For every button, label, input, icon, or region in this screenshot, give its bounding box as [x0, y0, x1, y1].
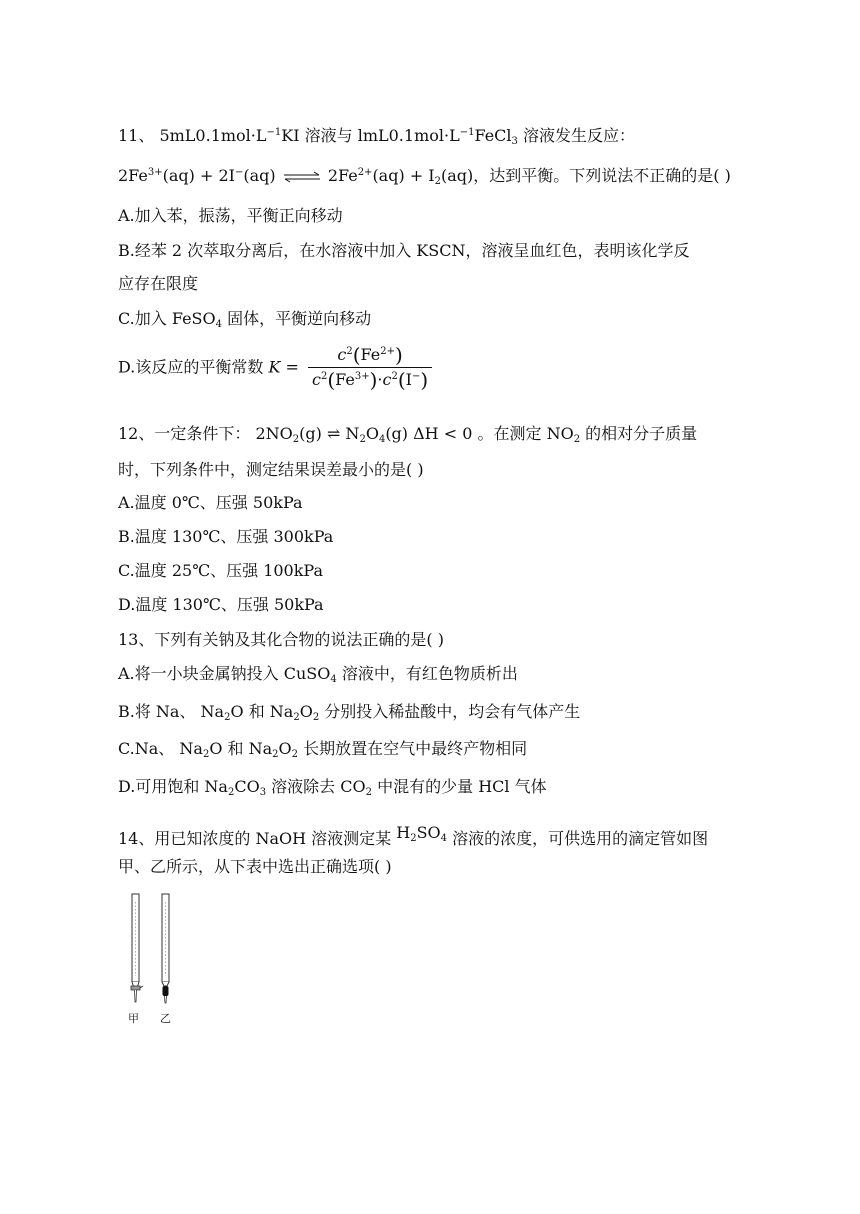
- burette-figure: [122, 890, 192, 1034]
- q11-option-a: A.加入苯，振荡，平衡正向移动: [118, 206, 343, 225]
- q12-option-c: C.温度 25℃、压强 100kPa: [118, 561, 324, 580]
- q11-equation-line: $2Fe^{3+}(aq) + 2I^-(aq)$ $2Fe^{2+}(aq) + I_2(aq)$，达到平衡。下列说法不正确的是( ): [118, 166, 731, 187]
- q13-stem: 13、下列有关钠及其化合物的说法正确的是( ): [118, 630, 444, 649]
- q12-stem-line2: 时，下列条件中，测定结果误差最小的是( ): [118, 460, 424, 479]
- burette-jia-icon: [131, 894, 143, 1002]
- q13-option-a: A.将一小块金属钠投入 CuSO$_4$ 溶液中，有红色物质析出: [118, 664, 518, 685]
- q14-stem-line2: 甲、乙所示，从下表中选出正确选项( ): [118, 857, 392, 876]
- burette-label-yi: 乙: [160, 1012, 171, 1025]
- q13-option-d: D.可用饱和 $Na_2CO_3$ 溶液除去 $CO_2$ 中混有的少量 HCl 气体: [118, 777, 547, 798]
- q14-stem-line1: 14、用已知浓度的 NaOH 溶液测定某 $H_2SO_4$ 溶液的浓度，可供选用的滴定管如图: [118, 823, 709, 848]
- q12-option-d: D.温度 130℃、压强 50kPa: [118, 595, 324, 614]
- equilibrium-arrow-icon: [283, 171, 321, 183]
- q12-option-a: A.温度 0℃、压强 50kPa: [118, 493, 303, 512]
- fraction-denominator: $c^2(Fe^{3+})\cdot c^2(I^-)$: [311, 368, 429, 392]
- q11-option-c: C.加入 FeSO$_4$ 固体，平衡逆向移动: [118, 309, 372, 330]
- q11-stem-line1: 11、 $5mL0.1mol\cdot L^{-1}KI$ 溶液与 $lmL0.1mol\cdot L^{-1}FeCl_3$ 溶液发生反应：: [118, 126, 635, 147]
- q11-option-b-line2: 应存在限度: [118, 274, 199, 293]
- q12-stem-line1: 12、一定条件下： $2NO_2(g)$ ⇌ $N_2O_4(g) \Delta H < 0$ 。在测定 $NO_2$ 的相对分子质量: [118, 424, 698, 445]
- q12-option-b: B.温度 130℃、压强 300kPa: [118, 527, 334, 546]
- fraction-numerator: $c^2(Fe^{2+})$: [337, 343, 403, 367]
- equilibrium-constant-fraction: [308, 343, 432, 392]
- q11-option-d: D.该反应的平衡常数 K = $\frac{c^2(Fe^{2+})}{c^2(Fe^{3+})\cdot c^2(I^-)}$: [118, 343, 432, 392]
- burettes-drawing: [122, 890, 192, 1030]
- q13-option-b: B.将 Na、 $Na_2O$ 和 $Na_2O_2$ 分别投入稀盐酸中，均会有气体产生: [118, 702, 581, 723]
- q13-option-c: C.Na、 $Na_2O$ 和 $Na_2O_2$ 长期放置在空气中最终产物相同: [118, 739, 528, 760]
- burette-yi-icon: [162, 894, 169, 1003]
- q11-option-b-line1: B.经苯 2 次萃取分离后，在水溶液中加入 KSCN，溶液呈血红色，表明该化学反: [118, 241, 690, 260]
- burette-label-jia: 甲: [128, 1012, 139, 1025]
